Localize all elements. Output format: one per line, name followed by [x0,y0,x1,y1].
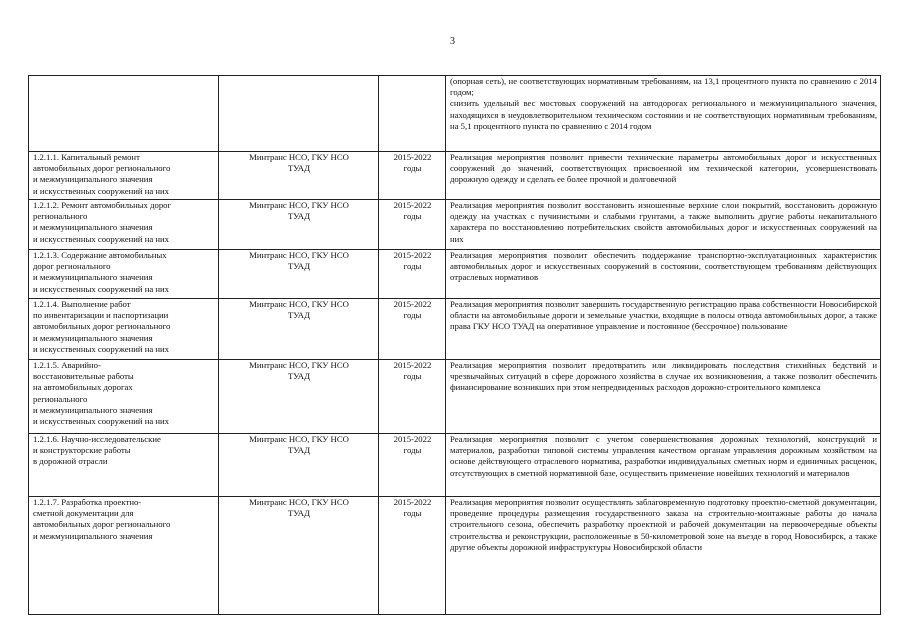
measure-result: Реализация мероприятия позволит обеспечить поддержание транспортно-эксплуатационных характеристик автомобильных дорог и искусственных сооружений в состоянии, соответствующем требованиям действующих отраслевых нормативов [446,250,881,299]
measure-executors: Минтранс НСО, ГКУ НСО ТУАД [219,200,379,250]
measure-period: 2015-2022 годы [379,250,446,299]
measure-result: Реализация мероприятия позволит предотвратить или ликвидировать последствия стихийных бедствий и чрезвычайных ситуаций в сфере дорожного хозяйства в случае их возникновения, а также позволит обеспечить финансирование возникших при этом непредвиденных расходов дорожно-строительного комплекса [446,360,881,434]
table-row [29,200,881,250]
table-row [29,250,881,299]
measure-executors: Минтранс НСО, ГКУ НСО ТУАД [219,497,379,615]
measures-table [28,75,881,615]
measure-name: 1.2.1.4. Выполнение работ по инвентаризации и паспортизации автомобильных дорог регионального и межмуниципального значения и искусственных сооружений на них [29,299,219,360]
measure-executors: Минтранс НСО, ГКУ НСО ТУАД [219,434,379,497]
measure-period: 2015-2022 годы [379,497,446,615]
measure-result: Реализация мероприятия позволит привести технические параметры автомобильных дорог и искусственных сооружений до значений, соответствующих присвоенной им технической категории, усовершенствовать дорожную одежду и сделать ее более прочной и долговечной [446,152,881,200]
result-line: снизить удельный вес мостовых сооружений на автодорогах регионального и межмуниципального значения, находящихся в неудовлетворительном техническом состоянии и не соответствующих нормативным требованиям, на 5,1 процентного пункта по сравнению с 2014 годом [450,98,877,131]
table-row-continuation [29,76,881,152]
measure-period: 2015-2022 годы [379,200,446,250]
result-line: (опорная сеть), не соответствующих нормативным требованиям, на 13,1 процентного пункта по сравнению с 2014 годом; [450,76,877,98]
period-cell [379,76,446,152]
measure-name: 1.2.1.6. Научно-исследовательские и конструкторские работы в дорожной отрасли [29,434,219,497]
measure-executors: Минтранс НСО, ГКУ НСО ТУАД [219,360,379,434]
page-number: 3 [450,36,455,47]
table-row [29,299,881,360]
measure-executors: Минтранс НСО, ГКУ НСО ТУАД [219,299,379,360]
measure-result: Реализация мероприятия позволит завершить государственную регистрацию права собственности Новосибирской области на автомобильные дороги и земельные участки, входящие в полосы отвода автомобильных дорог, а также права ГКУ НСО ТУАД на оперативное управление и постоянное (бессрочное) пользование [446,299,881,360]
measure-name: 1.2.1.7. Разработка проектно- сметной документации для автомобильных дорог регионального и межмуниципального значения [29,497,219,615]
table-row [29,497,881,615]
measure-period: 2015-2022 годы [379,434,446,497]
table-row [29,434,881,497]
measure-name: 1.2.1.3. Содержание автомобильных дорог регионального и межмуниципального значения и искусственных сооружений на них [29,250,219,299]
measure-period: 2015-2022 годы [379,152,446,200]
table-row [29,152,881,200]
measure-period: 2015-2022 годы [379,360,446,434]
measure-period: 2015-2022 годы [379,299,446,360]
measure-name: 1.2.1.5. Аварийно- восстановительные работы на автомобильных дорогах регионального и межмуниципального значения и искусственных сооружений на них [29,360,219,434]
result-cell [446,76,881,152]
measure-result: Реализация мероприятия позволит с учетом совершенствования дорожных технологий, конструкций и материалов, разработки типовой системы управления качеством органам управления дорожным хозяйством на основе действующего отраслевого норматива, разработки индивидуальных сметных норм и единичных расценок, отсутствующих в сметной нормативной базе, осуществить применение новейших технологий и материалов [446,434,881,497]
name-cell [29,76,219,152]
measure-executors: Минтранс НСО, ГКУ НСО ТУАД [219,250,379,299]
measure-name: 1.2.1.1. Капитальный ремонт автомобильных дорог регионального и межмуниципального значения и искусственных сооружений на них [29,152,219,200]
measure-name: 1.2.1.2. Ремонт автомобильных дорог регионального и межмуниципального значения и искусственных сооружений на них [29,200,219,250]
measure-result: Реализация мероприятия позволит осуществлять заблаговременную подготовку проектно-сметной документации, проведение процедуры размещения государственного заказа на строительно-монтажные работы до начала строительного сезона, обеспечить разработку проектной и рабочей документации на первоочередные объекты строительства и реконструкции, расположенные в 50-километровой зоне на въезде в город Новосибирск, а также другие объекты дорожной инфраструктуры Новосибирской области [446,497,881,615]
measure-executors: Минтранс НСО, ГКУ НСО ТУАД [219,152,379,200]
table-row [29,360,881,434]
measure-result: Реализация мероприятия позволит восстановить изношенные верхние слои покрытий, восстановить дорожную одежду на участках с пучинистыми и слабыми грунтами, а также выполнить другие работы некапитального характера по восстановлению потребительских свойств автомобильных дорог и искусственных сооружений на них [446,200,881,250]
executor-cell [219,76,379,152]
